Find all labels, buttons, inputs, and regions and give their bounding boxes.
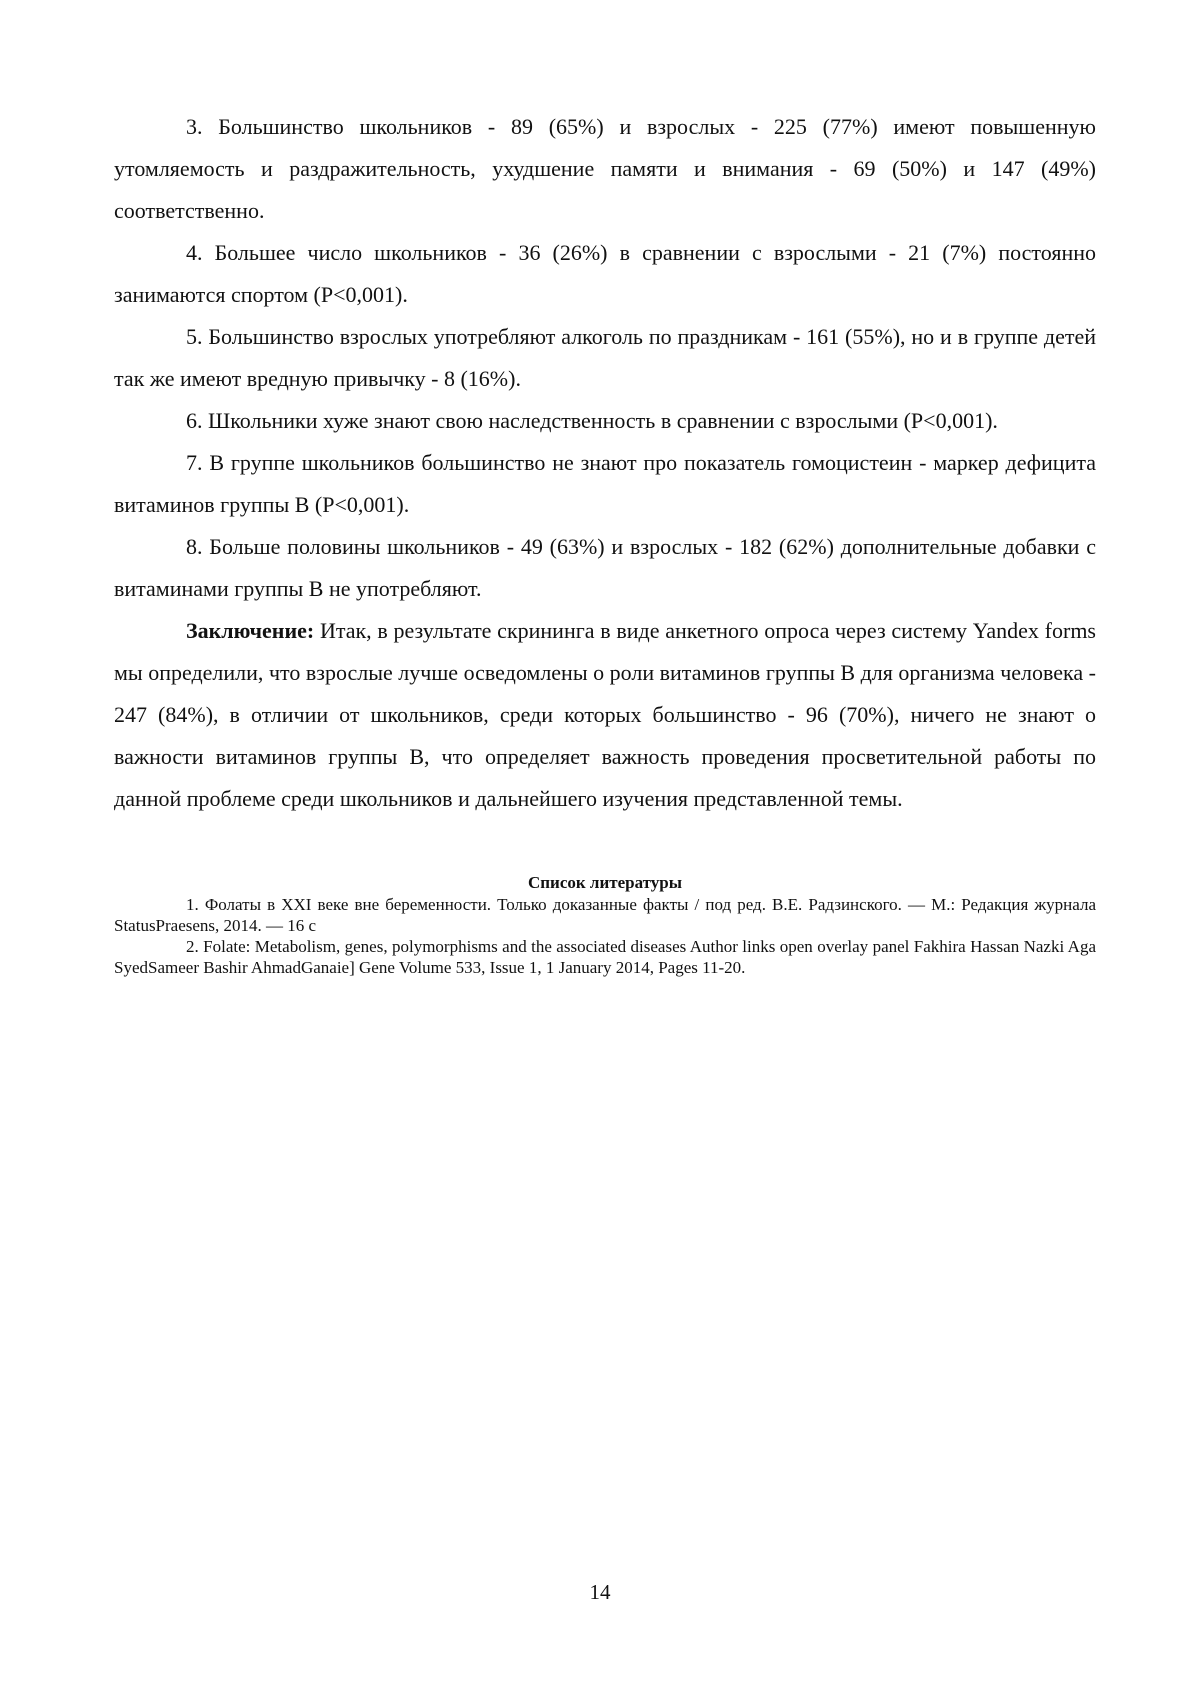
finding-5-paragraph: 5. Большинство взрослых употребляют алкоголь по праздникам - 161 (55%), но и в группе детей так же имеют вредную привычку - 8 (16%). <box>114 324 1096 391</box>
conclusion-label: Заключение: <box>186 618 315 643</box>
references-section <box>114 872 1096 978</box>
page-number: 14 <box>589 1580 611 1604</box>
finding-4-paragraph: 4. Большее число школьников - 36 (26%) в сравнении с взрослыми - 21 (7%) постоянно занимаются спортом (P<0,001). <box>114 240 1096 307</box>
conclusion-paragraph <box>114 610 1096 820</box>
references-title: Список литературы <box>527 873 683 892</box>
reference-item: 2. Folate: Metabolism, genes, polymorphisms and the associated diseases Author links open overlay panel Fakhira Hassan Nazki Aga SyedSameer Bashir AhmadGanaie] Gene Volume 533, Issue 1, 1 January 2014, Pages 11-20. <box>114 937 1096 977</box>
finding-6-paragraph: 6. Школьники хуже знают свою наследственность в сравнении с взрослыми (P<0,001). <box>186 408 998 433</box>
finding-3-paragraph: 3. Большинство школьников - 89 (65%) и взрослых - 225 (77%) имеют повышенную утомляемость и раздражительность, ухудшение памяти и внимания - 69 (50%) и 147 (49%) соответственно. <box>114 114 1096 223</box>
finding-7-paragraph: 7. В группе школьников большинство не знают про показатель гомоцистеин - маркер дефицита витаминов группы В (P<0,001). <box>114 450 1096 517</box>
conclusion-text: Итак, в результате скрининга в виде анкетного опроса через систему Yandex forms мы определили, что взрослые лучше осведомлены о роли витаминов группы В для организма человека - 247 (84%), в отличии от школьников, среди которых большинство - 96 (70%), ничего не знают о важности витаминов группы В, что определяет важность проведения просветительной работы по данной проблеме среди школьников и дальнейшего изучения представленной темы. <box>114 618 1096 811</box>
reference-item: 1. Фолаты в XXI веке вне беременности. Только доказанные факты / под ред. В.Е. Радзинского. — М.: Редакция журнала StatusPraesens, 2014. — 16 с <box>114 895 1096 935</box>
body-text <box>114 106 1096 820</box>
finding-8-paragraph: 8. Больше половины школьников - 49 (63%) и взрослых - 182 (62%) дополнительные добавки с витаминами группы В не употребляют. <box>114 534 1096 601</box>
